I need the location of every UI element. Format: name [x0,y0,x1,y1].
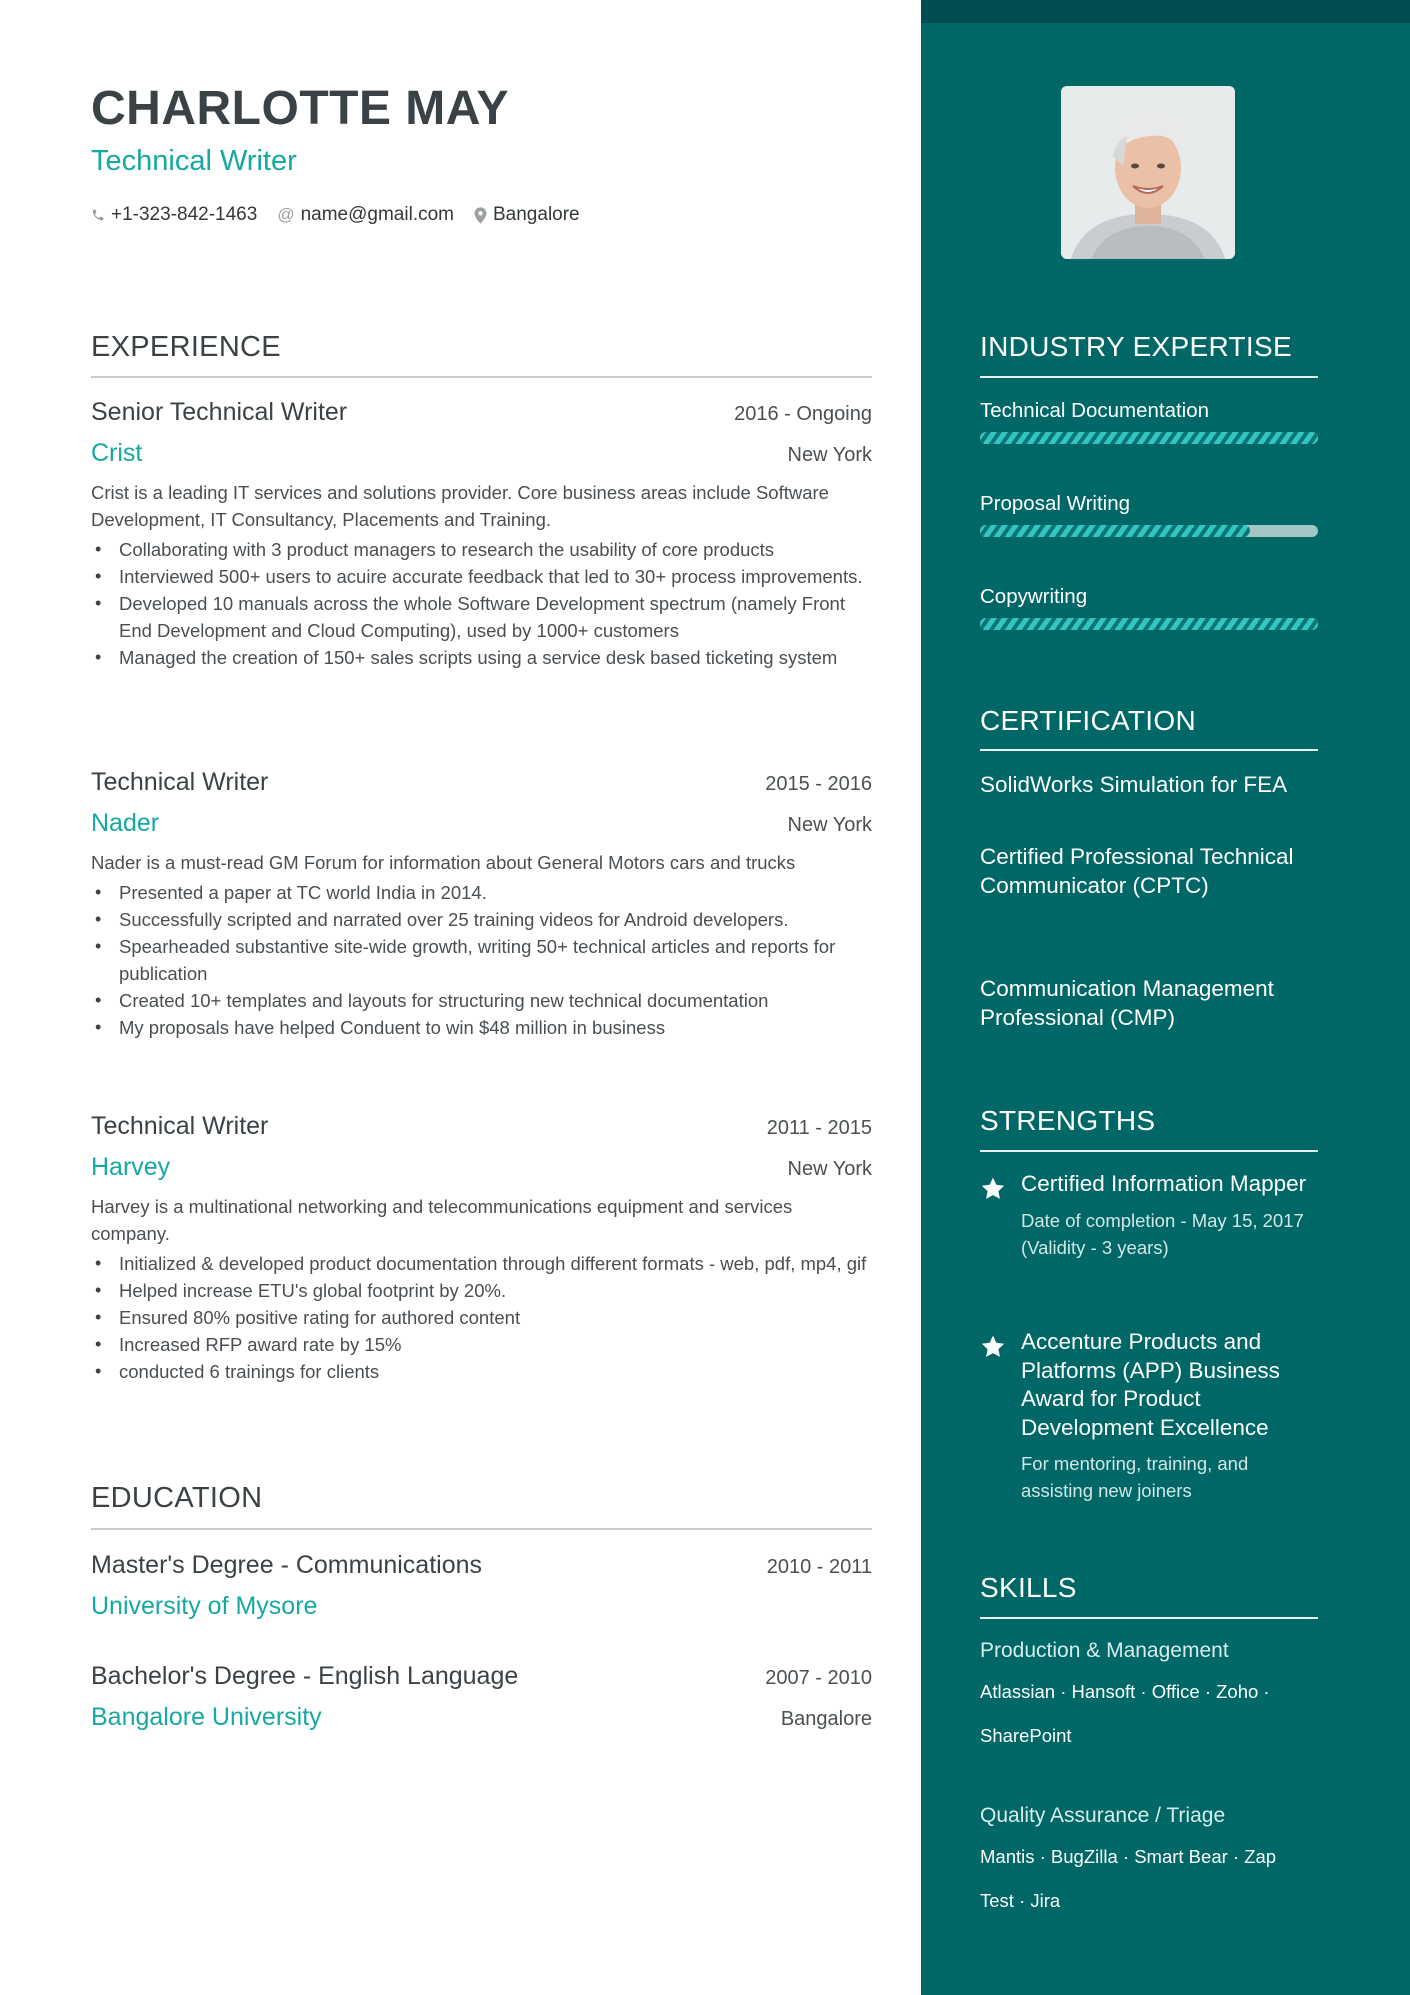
skill-category: Quality Assurance / Triage [980,1804,1226,1827]
bullet-item: • Initialized & developed product documentation through different formats - web, pdf, mp4, gif [119,1250,872,1277]
company-name: Nader [91,809,160,837]
candidate-role: Technical Writer [91,145,297,177]
strength-item [980,1328,1320,1504]
certification-heading: CERTIFICATION [980,705,1196,736]
strengths-heading: STRENGTHS [980,1105,1156,1136]
skills-heading: SKILLS [980,1572,1077,1603]
job-title: Senior Technical Writer [91,398,348,426]
expertise-label: Technical Documentation [980,399,1210,422]
skills-divider [980,1617,1318,1619]
school-name: Bangalore University [91,1703,322,1731]
skill-category: Production & Management [980,1639,1229,1662]
at-icon: @ [277,205,295,224]
strengths-divider [980,1150,1318,1152]
expertise-bar [980,432,1318,444]
star-icon [980,1334,1006,1360]
expertise-label: Copywriting [980,585,1088,608]
job-entry [91,1110,872,1385]
expertise-bar-fill [980,525,1250,537]
bullet-item: • Managed the creation of 150+ sales scripts using a service desk based ticketing system [119,644,872,671]
degree-date: 2007 - 2010 [765,1667,872,1689]
location-text: Bangalore [493,204,580,225]
job-bullets [91,536,872,671]
contact-phone [91,202,257,228]
bullet-item: • Spearheaded substantive site-wide growth, writing 50+ technical articles and reports for publication [119,933,872,987]
expertise-label: Proposal Writing [980,492,1131,515]
job-entry [91,766,872,1041]
school-name: University of Mysore [91,1592,318,1620]
job-bullets [91,1250,872,1385]
company-name: Crist [91,439,143,467]
expertise-bar-fill [980,432,1318,444]
certification-item: Certified Professional Technical Communicator (CPTC) [980,844,1294,898]
strength-item [980,1170,1320,1261]
bullet-item: • conducted 6 trainings for clients [119,1358,872,1385]
job-title: Technical Writer [91,1112,269,1140]
bullet-item: • Collaborating with 3 product managers to research the usability of core products [119,536,872,563]
bullet-item: • Interviewed 500+ users to acuire accurate feedback that led to 30+ process improvements. [119,563,872,590]
contact-row [91,202,600,228]
degree-date: 2010 - 2011 [766,1556,872,1578]
profile-photo [1061,86,1235,259]
skill-items: Atlassian · Hansoft · Office · Zoho · SharePoint [980,1681,1270,1746]
certification-divider [980,749,1318,751]
expertise-bar [980,525,1318,537]
bullet-item: • Presented a paper at TC world India in 2014. [119,879,872,906]
company-description: Harvey is a multinational networking and telecommunications equipment and services company. [91,1196,793,1244]
sidebar-top-band [921,0,1410,23]
bullet-item: • Ensured 80% positive rating for authored content [119,1304,872,1331]
job-location: New York [787,1158,872,1180]
location-pin-icon [474,207,487,224]
contact-location [474,202,580,228]
strength-detail: Date of completion - May 15, 2017 (Validity - 3 years) [1021,1209,1304,1258]
experience-heading: EXPERIENCE [91,331,281,363]
candidate-name: CHARLOTTE MAY [91,82,510,135]
expertise-divider [980,376,1318,378]
certification-item: Communication Management Professional (CMP) [980,976,1274,1030]
contact-email [277,202,454,228]
job-title: Technical Writer [91,768,269,796]
education-entry [91,1549,872,1623]
phone-icon [91,208,105,222]
education-entry [91,1660,872,1734]
bullet-item: • Created 10+ templates and layouts for structuring new technical documentation [119,987,872,1014]
job-date: 2016 - Ongoing [734,403,872,425]
degree-title: Bachelor's Degree - English Language [91,1662,519,1690]
certification-item: SolidWorks Simulation for FEA [980,772,1288,797]
strength-title: Certified Information Mapper [1021,1171,1307,1196]
company-description: Crist is a leading IT services and solutions provider. Core business areas include Software Development, IT Consultancy, Placements and Training. [91,482,829,530]
job-date: 2011 - 2015 [766,1117,872,1139]
experience-divider [91,376,872,378]
job-location: New York [787,814,872,836]
job-location: New York [787,444,872,466]
bullet-item: • My proposals have helped Conduent to win $48 million in business [119,1014,872,1041]
school-location: Bangalore [780,1708,872,1730]
education-divider [91,1528,872,1530]
company-description: Nader is a must-read GM Forum for information about General Motors cars and trucks [91,852,796,873]
bullet-item: • Successfully scripted and narrated over 25 training videos for Android developers. [119,906,872,933]
degree-title: Master's Degree - Communications [91,1551,483,1579]
strength-title: Accenture Products and Platforms (APP) Business Award for Product Development Excellence [1021,1329,1280,1440]
expertise-bar [980,618,1318,630]
bullet-item: • Developed 10 manuals across the whole Software Development spectrum (namely Front End Development and Cloud Computing), used by 1000+ customers [119,590,872,644]
expertise-heading: INDUSTRY EXPERTISE [980,331,1292,362]
job-bullets [91,879,872,1041]
bullet-item: • Increased RFP award rate by 15% [119,1331,872,1358]
email-text: name@gmail.com [300,204,454,225]
strength-detail: For mentoring, training, and assisting new joiners [1021,1453,1249,1501]
company-name: Harvey [91,1153,171,1181]
skill-items: Mantis · BugZilla · Smart Bear · Zap Test · Jira [980,1846,1277,1911]
bullet-item: • Helped increase ETU's global footprint by 20%. [119,1277,872,1304]
expertise-bar-fill [980,618,1318,630]
star-icon [980,1176,1006,1202]
education-heading: EDUCATION [91,1482,263,1514]
job-date: 2015 - 2016 [765,773,872,795]
job-entry [91,396,872,671]
phone-text: +1-323-842-1463 [111,204,258,225]
